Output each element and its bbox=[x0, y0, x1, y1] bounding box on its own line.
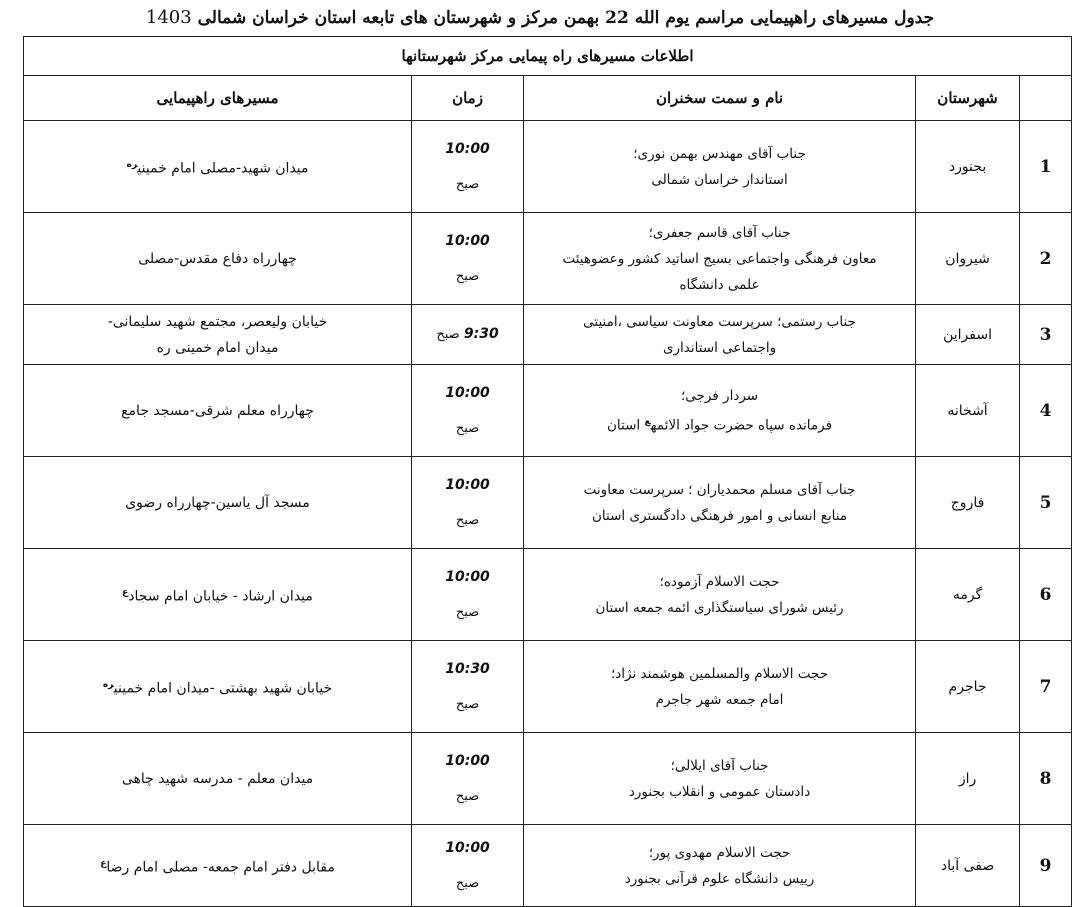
route-text: خیابان شهید بهشتی -میدان امام خمینی bbox=[113, 680, 333, 697]
row-number: 5 bbox=[1020, 457, 1072, 549]
route-text: مقابل دفتر امام جمعه- مصلی امام رضا bbox=[106, 859, 335, 876]
document-title bbox=[0, 3, 1080, 33]
header-speaker: نام و سمت سخنران bbox=[524, 76, 916, 121]
route-text-cont: میدان امام خمینی ره bbox=[156, 339, 279, 356]
speaker-cell bbox=[524, 121, 916, 213]
route-honorific: ره bbox=[102, 679, 114, 690]
route-text: چهارراه معلم شرقی-مسجد جامع bbox=[121, 402, 314, 419]
county-cell: آشخانه bbox=[916, 365, 1020, 457]
time-period: صبح bbox=[455, 268, 480, 284]
speaker-cell bbox=[524, 825, 916, 907]
route-honorific: ره bbox=[126, 159, 138, 170]
row-number: 6 bbox=[1020, 549, 1072, 641]
route-cell bbox=[24, 549, 412, 641]
speaker-cell bbox=[524, 641, 916, 733]
speaker-name: حجت الاسلام مهدوی پور؛ bbox=[648, 844, 791, 861]
table-row bbox=[24, 213, 1072, 305]
time-period: صبح bbox=[455, 176, 480, 192]
time-period: صبح bbox=[455, 512, 480, 528]
speaker-title: استاندار خراسان شمالی bbox=[651, 171, 788, 188]
route-cell bbox=[24, 457, 412, 549]
county-cell: گرمه bbox=[916, 549, 1020, 641]
time-cell bbox=[412, 825, 524, 907]
speaker-cell bbox=[524, 549, 916, 641]
time-clock: 10:00 bbox=[445, 839, 490, 856]
time-cell bbox=[412, 121, 524, 213]
time-period: صبح bbox=[455, 875, 480, 891]
time-clock: 10:00 bbox=[445, 752, 490, 769]
time-clock: 10:00 bbox=[445, 568, 490, 585]
time-cell bbox=[412, 641, 524, 733]
speaker-title: رییس دانشگاه علوم قرآنی بجنورد bbox=[624, 870, 815, 887]
time-cell bbox=[412, 457, 524, 549]
table-row bbox=[24, 121, 1072, 213]
time-period: صبح bbox=[455, 696, 480, 712]
section-header: اطلاعات مسیرهای راه پیمایی مرکز شهرستانها bbox=[24, 37, 1072, 76]
route-cell bbox=[24, 121, 412, 213]
time-period: صبح bbox=[455, 420, 480, 436]
speaker-cell bbox=[524, 733, 916, 825]
row-number: 1 bbox=[1020, 121, 1072, 213]
time-clock: 9:30 bbox=[463, 326, 499, 342]
time-clock: 10:00 bbox=[445, 232, 490, 249]
route-honorific: ع bbox=[100, 858, 107, 869]
route-text: چهارراه دفاع مقدس-مصلی bbox=[138, 250, 297, 267]
speaker-title: امام جمعه شهر جاجرم bbox=[655, 691, 784, 708]
speaker-name: جناب آقای قاسم جعفری؛ bbox=[648, 224, 791, 241]
title-text: جدول مسیرهای راهپیمایی مراسم یوم الله 22 بهمن مرکز و شهرستان های تابعه استان خراسان شمالی bbox=[197, 8, 935, 28]
time-clock: 10:00 bbox=[445, 384, 490, 401]
route-cell bbox=[24, 641, 412, 733]
time-period: صبح bbox=[436, 327, 460, 342]
speaker-title: رئیس شورای سیاستگذاری ائمه جمعه استان bbox=[595, 599, 844, 616]
time-clock: 10:30 bbox=[445, 660, 490, 677]
header-county: شهرستان bbox=[916, 76, 1020, 121]
county-cell: اسفراین bbox=[916, 305, 1020, 365]
time-clock: 10:00 bbox=[445, 476, 490, 493]
route-cell bbox=[24, 365, 412, 457]
speaker-cell bbox=[524, 365, 916, 457]
county-cell: فاروج bbox=[916, 457, 1020, 549]
route-cell bbox=[24, 825, 412, 907]
time-cell bbox=[412, 305, 524, 365]
route-cell bbox=[24, 305, 412, 365]
speaker-title-tail: استان bbox=[607, 417, 645, 434]
speaker-cell bbox=[524, 213, 916, 305]
route-cell bbox=[24, 213, 412, 305]
row-number: 7 bbox=[1020, 641, 1072, 733]
row-number: 3 bbox=[1020, 305, 1072, 365]
speaker-name: سردار فرجی؛ bbox=[680, 387, 759, 404]
table-row bbox=[24, 457, 1072, 549]
row-number: 2 bbox=[1020, 213, 1072, 305]
county-cell: شیروان bbox=[916, 213, 1020, 305]
route-text: میدان معلم - مدرسه شهید چاهی bbox=[121, 770, 314, 787]
time-cell bbox=[412, 733, 524, 825]
speaker-name: حجت الاسلام والمسلمین هوشمند نژاد؛ bbox=[610, 665, 829, 682]
route-honorific: ع bbox=[122, 587, 129, 598]
table-row bbox=[24, 733, 1072, 825]
speaker-title: منابع انسانی و امور فرهنگی دادگستری استان bbox=[591, 507, 848, 524]
time-clock: 10:00 bbox=[445, 140, 490, 157]
time-period: صبح bbox=[455, 788, 480, 804]
speaker-title bbox=[530, 409, 909, 439]
title-year: 1403 bbox=[145, 7, 192, 28]
route-text: میدان ارشاد - خیابان امام سجاد bbox=[128, 588, 313, 605]
time-cell bbox=[412, 549, 524, 641]
routes-table bbox=[23, 36, 1072, 907]
header-route: مسیرهای راهپیمایی bbox=[24, 76, 412, 121]
table-row bbox=[24, 305, 1072, 365]
speaker-cell bbox=[524, 305, 916, 365]
route-text: مسجد آل یاسین-چهارراه رضوی bbox=[125, 494, 310, 511]
table-row bbox=[24, 825, 1072, 907]
route-cell bbox=[24, 733, 412, 825]
table-row bbox=[24, 549, 1072, 641]
time-cell bbox=[412, 365, 524, 457]
route-text: خیابان ولیعصر، مجتمع شهید سلیمانی- bbox=[107, 313, 328, 330]
speaker-cell bbox=[524, 457, 916, 549]
speaker-title-cont: علمی دانشگاه bbox=[679, 276, 760, 293]
speaker-title-text: فرمانده سپاه حضرت جواد الائمه bbox=[650, 417, 833, 434]
speaker-name: حجت الاسلام آزموده؛ bbox=[659, 573, 780, 590]
header-number bbox=[1020, 76, 1072, 121]
county-cell: جاجرم bbox=[916, 641, 1020, 733]
column-header-row bbox=[24, 76, 1072, 121]
time-cell bbox=[412, 213, 524, 305]
speaker-title: معاون فرهنگی واجتماعی بسیج اساتید کشور وعضوهیئت bbox=[562, 250, 877, 267]
route-text: میدان شهید-مصلی امام خمینی bbox=[137, 160, 309, 177]
header-time: زمان bbox=[412, 76, 524, 121]
speaker-name: جناب رستمی؛ سرپرست معاونت سیاسی ،امنیتی bbox=[583, 313, 856, 330]
county-cell: بجنورد bbox=[916, 121, 1020, 213]
speaker-title: دادستان عمومی و انقلاب بجنورد bbox=[628, 783, 811, 800]
table-row bbox=[24, 641, 1072, 733]
row-number: 4 bbox=[1020, 365, 1072, 457]
county-cell: صفی آباد bbox=[916, 825, 1020, 907]
speaker-title: واجتماعی استانداری bbox=[662, 339, 777, 356]
time-period: صبح bbox=[455, 604, 480, 620]
speaker-honorific: ع bbox=[644, 416, 651, 427]
speaker-name: جناب آقای مسلم محمدیاران ؛ سرپرست معاونت bbox=[583, 481, 856, 498]
county-cell: راز bbox=[916, 733, 1020, 825]
row-number: 9 bbox=[1020, 825, 1072, 907]
row-number: 8 bbox=[1020, 733, 1072, 825]
table-row bbox=[24, 365, 1072, 457]
speaker-name: جناب آقای ایلالی؛ bbox=[670, 757, 769, 774]
speaker-name: جناب آقای مهندس بهمن نوری؛ bbox=[633, 145, 806, 162]
